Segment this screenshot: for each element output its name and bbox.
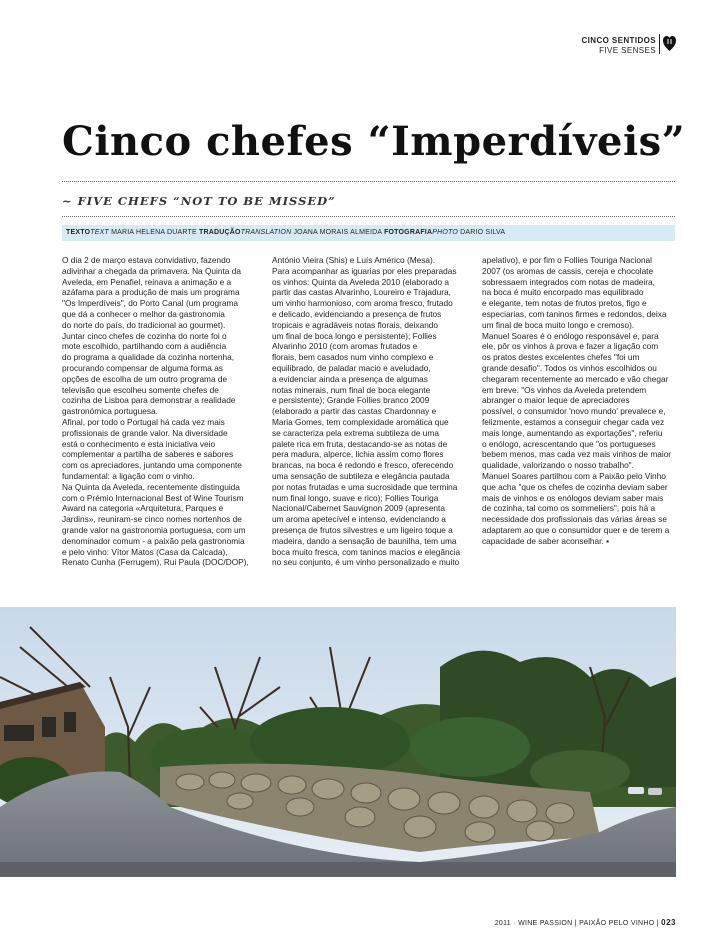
text-line: se caracteriza pela extrema subtileza de uma [272, 427, 439, 438]
text-line: António Vieira (Shis) e Luís Américo (Mesa). [272, 255, 436, 265]
text-line: notas minerais, num final de boca elegante [272, 384, 431, 395]
text-line: fundamental: a ligação com o vinho. [62, 470, 195, 481]
text-line: num final longo, suave e rico); Follies Touriga [272, 492, 439, 503]
text-line: com os apreciadores, juntando uma componente [62, 460, 242, 471]
text-line: com o Prémio Internacional Best of Wine Tourism [62, 492, 244, 503]
text-line: procurando compensar de alguma forma as [62, 362, 223, 373]
text-line: na boca é muito encorpado mas equilibrado [482, 287, 644, 298]
credit-photo-label: FOTOGRAFIA [384, 229, 433, 236]
text-line: O dia 2 de março estava convidativo, fazendo [62, 255, 231, 265]
text-line: Afinal, por todo o Portugal há cada vez mais [62, 416, 225, 427]
text-line: boca muito fresca, com taninos macios e elegância [272, 546, 461, 557]
article-column-3 [482, 255, 688, 547]
text-line: partir das castas Alvarinho, Loureiro e Trajadura, [272, 287, 451, 298]
text-line: Manuel Soares é o enólogo responsável e, para [482, 330, 659, 341]
section-name-english: FIVE SENSES [599, 46, 656, 55]
text-line: felizmente, estamos a conseguir chegar cada vez [482, 416, 665, 427]
text-line: os pratos destes excelentes chefes "foi um [482, 352, 640, 363]
text-line: madeira, dando a sensação de baunilha, tem uma [272, 535, 457, 546]
credit-translation-label: TRADUÇÃO [198, 229, 241, 236]
text-line: florais, bem casados num vinho complexo e [272, 352, 434, 363]
text-line: Renato Cunha (Ferrugem), Rui Paula (DOC/DOP), [62, 557, 249, 568]
text-line: está o conhecimento e esta iniciativa veio [62, 438, 216, 449]
text-line: um aroma apetecível e intenso, evidenciando a [272, 514, 446, 525]
text-line: ele, pôr os vinhos à prova e fazer a ligação com [482, 341, 659, 352]
text-line: gastronómica portuguesa. [62, 406, 158, 417]
text-line: qualidade, valorizando o nosso trabalho". [482, 460, 634, 471]
text-line: brancas, na boca é redondo e fresco, oferecendo [272, 460, 454, 471]
section-divider [659, 34, 660, 54]
page-footer [495, 918, 676, 927]
text-line: Award na categoria «Arquitetura, Parques e [62, 503, 224, 514]
text-line: sobressaem integrados com notas de madeira, [482, 276, 655, 287]
text-line: cozinha de Lisboa para demonstrar a realidade [62, 395, 236, 406]
text-line: o enólogo, acrescentando que "os portugueses [482, 438, 656, 449]
text-line: que acha "que os chefes de cozinha deviam saber [482, 481, 668, 492]
text-line: por notas frutadas e uma sucrosidade que termina [272, 481, 458, 492]
text-line: especiarias, com taninos firmes e redondos, deixa [482, 308, 667, 319]
text-line: presença de frutos silvestres e um ligeiro toque a [272, 524, 453, 535]
text-line: 2007 (os aromas de cassis, cereja e chocolate [482, 265, 654, 276]
text-line: Aveleda, em Penafiel, reinava a animação e a [62, 276, 232, 287]
text-line: mote escolhido, partilhando com a audiência [62, 341, 227, 352]
text-line: de cozinha, tal como os sommeliers", pois há a [482, 503, 656, 514]
text-line: e elegante, tem notas de frutos pretos, figo e [482, 298, 647, 309]
text-line: Alvarinho 2010 (com aromas frutados e [272, 341, 418, 352]
text-line: no seu conjunto, é um vinho personalizado e muito [272, 557, 460, 568]
top-rule [62, 181, 675, 182]
text-line: Manuel Soares partilhou com a Paixão pelo Vinho [482, 470, 666, 481]
text-line: Na Quinta da Aveleda, recentemente distinguida [62, 481, 240, 492]
text-line: abranger o maior leque de apreciadores [482, 395, 630, 406]
text-line: tropicais e agradáveis notas florais, deixando [272, 319, 439, 330]
text-line: pera madura, alperce, lichia assim como flores [272, 449, 444, 460]
text-line: necessidade dos profissionais das várias áreas se [482, 514, 667, 525]
text-line: palete rica em fruta, destacando-se as notas de [272, 438, 448, 449]
text-line: e pelo vinho: Vítor Matos (Casa da Calcada), [62, 546, 228, 557]
article-subtitle: ~ FIVE CHEFS “NOT TO BE MISSED” [62, 194, 336, 208]
text-line: Jardins», reuniram-se cinco nomes nortenhos de [62, 514, 242, 525]
text-line: Maria Gomes, tem complexidade aromática que [272, 416, 449, 427]
text-line: Juntar cinco chefes de cozinha do norte foi o [62, 330, 227, 341]
credit-text-label: TEXTO [66, 229, 91, 236]
text-line: grande desafio". Todos os vinhos escolhidos ou [482, 362, 657, 373]
text-line: bebem menos, mas cada vez mais vinhos de maior [482, 449, 672, 460]
text-line: apelativo), e por fim o Follies Touriga Nacional [482, 255, 653, 265]
text-line: possível, o consumidor 'novo mundo' prevalece e, [482, 406, 666, 417]
text-line: um vinho harmonioso, com aroma fresco, frutado [272, 298, 453, 309]
text-line: um final de boca longo e persistente); Follies [272, 330, 437, 341]
text-line: adivinhar a chegada da primavera. Na Quinta da [62, 265, 241, 276]
text-line: televisão que escolheu somente chefes de [62, 384, 219, 395]
footer-text: 2011 · WINE PASSION | PAIXÃO PELO VINHO | [494, 920, 659, 927]
text-line: em breve. "Os vinhos da Aveleda pretendem [482, 384, 647, 395]
text-line: mais longe, aumentando as exportações", referiu [482, 427, 663, 438]
text-line: um final de boca muito longo e cremoso). [482, 319, 635, 330]
credit-photo-label-en: PHOTO [432, 229, 458, 236]
credit-translation-value: JOANA MORAIS ALMEIDA [293, 229, 382, 236]
text-line: Nacional/Cabernet Sauvignon 2009 (apresenta [272, 503, 445, 514]
text-line: mais de vinhos e os enólogos deviam saber mais [482, 492, 664, 503]
text-line: adaptarem ao que o consumidor quer e de terem a [482, 524, 670, 535]
section-name: CINCO SENTIDOS [581, 36, 656, 45]
text-line: que dá a conhecer o melhor da gastronomia [62, 308, 225, 319]
text-line: opções de escolha de um outro programa de [62, 373, 228, 384]
text-line: "Os Imperdíveis", do Porto Canal (um programa [62, 298, 239, 309]
article-column-1 [62, 255, 268, 568]
text-line: e persistente); Grande Follies branco 2009 [272, 395, 430, 406]
text-line: do programa a qualidade da cozinha nortenha, [62, 352, 235, 363]
article-headline: Cinco chefes “Imperdíveis” [62, 118, 686, 165]
text-line: e delicado, evidenciando a presença de frutos [272, 308, 442, 319]
article-column-2 [272, 255, 478, 568]
text-line: grande valor na gastronomia portuguesa, com um [62, 524, 246, 535]
text-line: a evidenciar ainda a presença de algumas [272, 373, 428, 384]
text-line: azáfama para a produção de mais um programa [62, 287, 240, 298]
bottom-rule [62, 216, 675, 217]
text-line: os vinhos: Quinta da Aveleda 2010 (elaborado a [272, 276, 449, 287]
text-line: capacidade de saber aconselhar. ▪ [482, 535, 610, 546]
section-tag [582, 36, 657, 56]
page-number: 023 [661, 918, 676, 927]
credit-text-label-en: TEXT [90, 229, 109, 236]
credit-photo-value: DARIO SILVA [460, 229, 506, 236]
text-line: do norte do país, do tradicional ao gourmet). [62, 319, 226, 330]
text-line: uma sensação de subtileza e elegância pautada [272, 470, 450, 481]
text-line: profissionais de grande valor. Na diversidade [62, 427, 228, 438]
text-line: equilibrado, de paladar macio e aveludado, [272, 362, 431, 373]
credit-text-value: MARIA HELENA DUARTE [111, 229, 197, 236]
text-line: (elaborado a partir das castas Chardonnay e [272, 406, 437, 417]
credit-translation-label-en: TRANSLATION [240, 229, 292, 236]
estate-photo [0, 607, 676, 877]
text-line: denominador comum - a paixão pela gastronomia [62, 535, 245, 546]
text-line: complementar a partilha de saberes e sabores [62, 449, 234, 460]
credits-band [62, 225, 675, 241]
text-line: Para acompanhar as iguarias por eles preparadas [272, 265, 457, 276]
text-line: chegaram recentemente ao mercado e vão chegar [482, 373, 669, 384]
heart-icon [663, 35, 676, 52]
